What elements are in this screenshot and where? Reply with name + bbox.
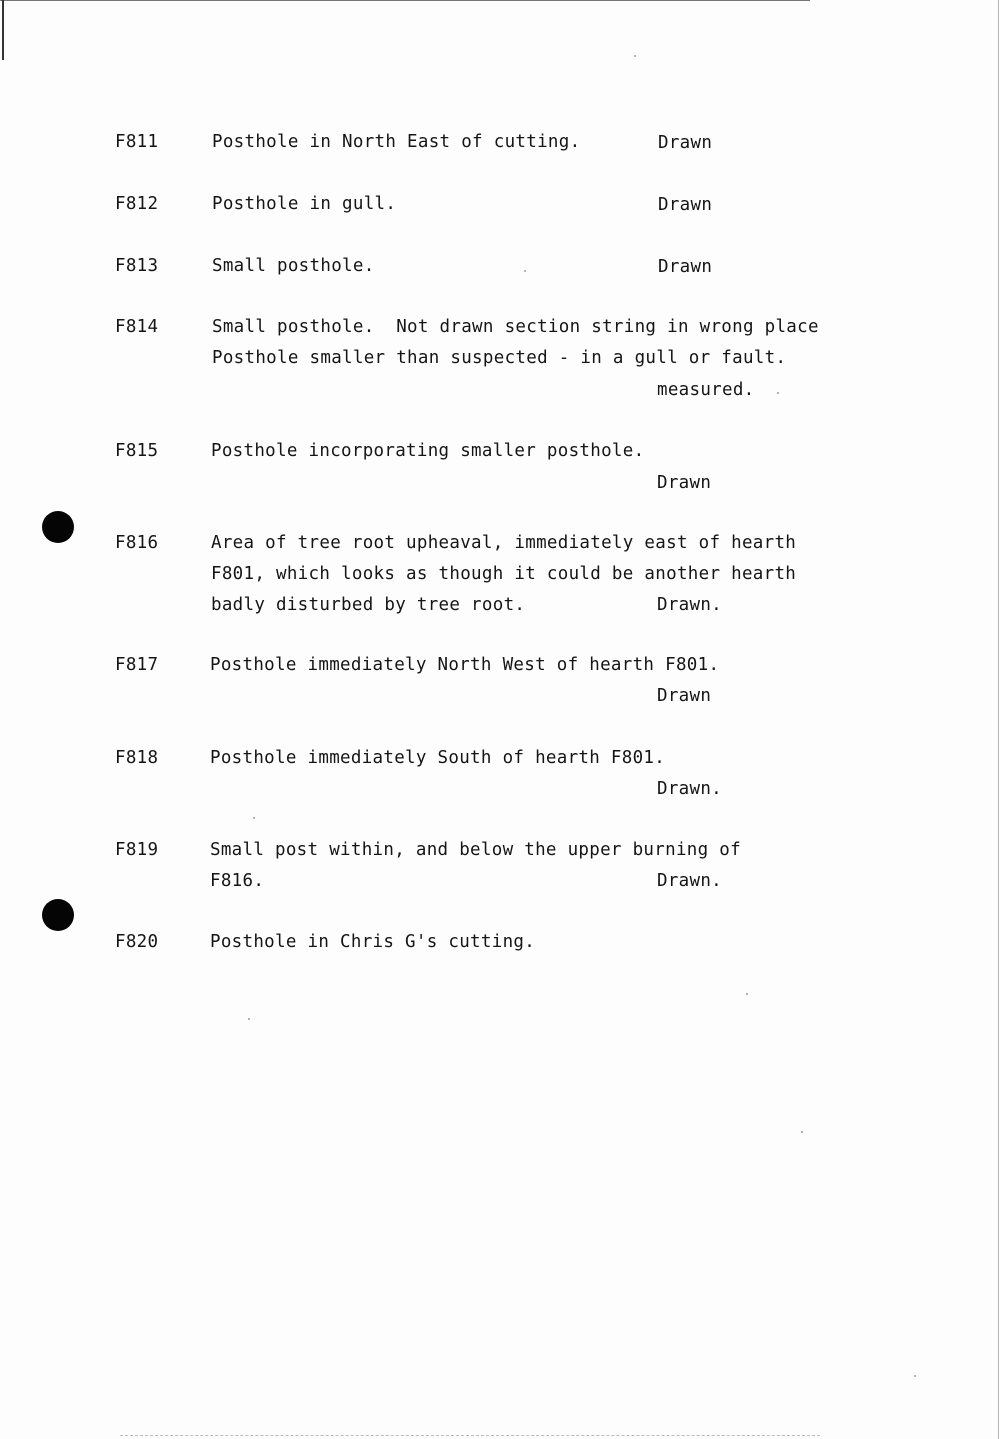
feature-code: F818 <box>115 748 159 768</box>
scan-speck <box>914 1375 916 1377</box>
feature-code: F815 <box>115 441 159 461</box>
feature-description: Posthole in Chris G's cutting. <box>210 932 536 952</box>
feature-description: Small post within, and below the upper burning of <box>210 840 741 860</box>
feature-status: Drawn. <box>657 779 723 799</box>
feature-description: Posthole in North East of cutting. <box>212 132 581 152</box>
feature-description-continued: Posthole smaller than suspected - in a gull or fault. <box>212 348 787 368</box>
feature-code: F816 <box>115 533 159 553</box>
scan-speck <box>634 55 636 57</box>
punch-hole-lower <box>42 899 74 931</box>
feature-status: Drawn <box>658 133 713 153</box>
punch-hole-upper <box>42 511 74 543</box>
feature-description: Area of tree root upheaval, immediately east of hearth <box>211 533 797 553</box>
feature-code: F820 <box>115 932 159 952</box>
feature-status: measured. <box>657 380 755 400</box>
feature-code: F812 <box>115 194 159 214</box>
feature-code: F819 <box>115 840 159 860</box>
scan-speck <box>746 993 748 995</box>
feature-status: Drawn <box>658 195 713 215</box>
feature-code: F811 <box>115 132 159 152</box>
feature-status: Drawn. <box>657 595 723 615</box>
feature-description: Posthole immediately South of hearth F801. <box>210 748 666 768</box>
feature-description-continued: F801, which looks as though it could be another hearth <box>211 564 797 584</box>
feature-description: Posthole immediately North West of hearth F801. <box>210 655 720 675</box>
page-top-edge <box>0 0 810 1</box>
feature-code: F813 <box>115 256 159 276</box>
page-bottom-edge <box>120 1435 820 1437</box>
page-right-edge <box>998 0 999 1439</box>
feature-status: Drawn <box>658 257 713 277</box>
scan-speck <box>253 817 255 819</box>
feature-status: Drawn <box>657 473 712 493</box>
scan-speck <box>777 392 779 394</box>
feature-status: Drawn. <box>657 871 723 891</box>
feature-description: Small posthole. <box>212 256 375 276</box>
feature-description: Posthole in gull. <box>212 194 397 214</box>
page-left-edge-mark <box>2 0 4 60</box>
feature-status: Drawn <box>657 686 712 706</box>
feature-code: F814 <box>115 317 159 337</box>
feature-code: F817 <box>115 655 159 675</box>
feature-description: Small posthole. Not drawn section string in wrong place <box>212 317 819 337</box>
scan-speck <box>248 1018 250 1020</box>
feature-description: Posthole incorporating smaller posthole. <box>211 441 645 461</box>
feature-description-continued: F816. <box>210 871 265 891</box>
scan-speck <box>524 270 526 272</box>
scan-speck <box>801 1131 803 1133</box>
feature-description-continued: badly disturbed by tree root. <box>211 595 526 615</box>
